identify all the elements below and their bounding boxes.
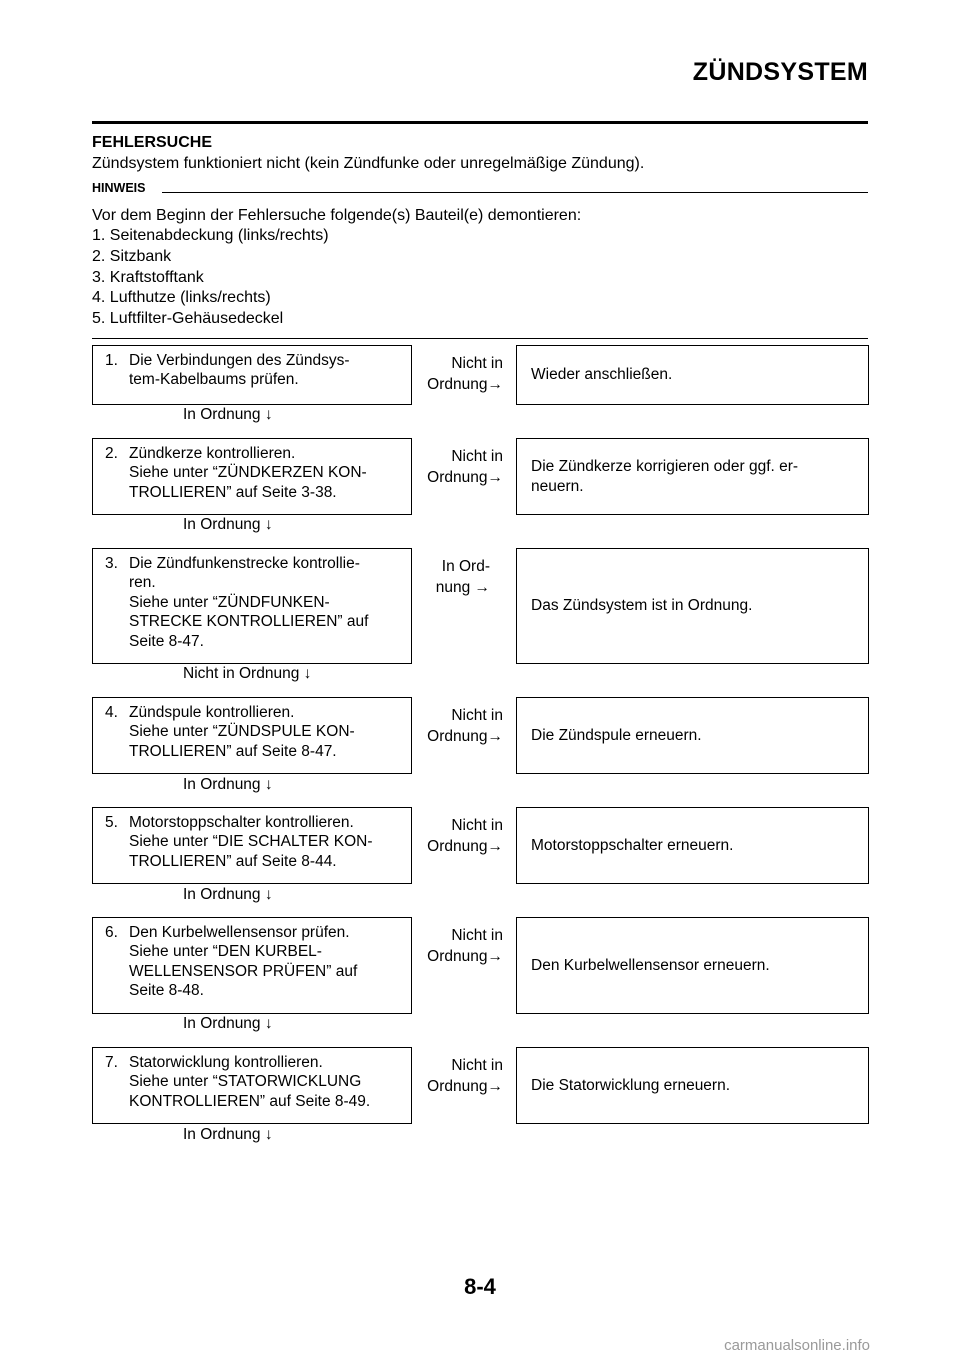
watermark: carmanualsonline.info [724, 1337, 870, 1354]
step-4-down-label: In Ordnung ↓ [183, 776, 273, 793]
step-result-text: Die Zündkerze korrigieren oder ggf. er- neuern. [531, 458, 799, 495]
step-check-text: Zündkerze kontrollieren. Siehe unter “ZÜNDKERZEN KON- TROLLIEREN” auf Seite 3-38. [129, 445, 367, 501]
step-1-down-label: In Ordnung ↓ [183, 406, 273, 423]
note-end-divider [92, 338, 868, 339]
step-4-side-label: Nicht in Ordnung→ [427, 707, 503, 745]
header-divider [92, 121, 868, 124]
step-5-side-label: Nicht in Ordnung→ [427, 817, 503, 855]
step-result-text: Das Zündsystem ist in Ordnung. [531, 597, 753, 615]
step-6-side-label: Nicht in Ordnung→ [427, 927, 503, 965]
step-result-text: Die Statorwicklung erneuern. [531, 1076, 731, 1094]
note-list-item: 1. Seitenabdeckung (links/rechts) [92, 227, 329, 244]
step-number: 7. [105, 1054, 118, 1071]
step-1-result-box [516, 345, 869, 405]
step-check-text: Motorstoppschalter kontrollieren. Siehe unter “DIE SCHALTER KON- TROLLIEREN” auf Seite 8-44. [129, 814, 373, 870]
step-number: 3. [105, 555, 118, 572]
step-3-down-label: Nicht in Ordnung ↓ [183, 665, 312, 682]
step-number: 5. [105, 814, 118, 831]
step-result-text: Den Kurbelwellensensor erneuern. [531, 956, 770, 974]
step-result-text: Motorstoppschalter erneuern. [531, 836, 734, 854]
step-3-side-label: In Ord- nung → [435, 558, 490, 596]
step-5-down-label: In Ordnung ↓ [183, 886, 273, 903]
step-5-check-box [92, 807, 412, 884]
note-list [92, 226, 329, 330]
step-number: 1. [105, 352, 118, 369]
step-4-result-box [516, 697, 869, 774]
step-number: 2. [105, 445, 118, 462]
section-title: FEHLERSUCHE [92, 134, 213, 151]
note-divider [162, 192, 868, 193]
step-7-down-label: In Ordnung ↓ [183, 1126, 273, 1143]
step-check-text: Die Verbindungen des Zündsys- tem-Kabelbaums prüfen. [129, 352, 350, 389]
step-result-text: Wieder anschließen. [531, 366, 673, 384]
step-2-side-label: Nicht in Ordnung→ [427, 448, 503, 486]
step-7-result-box [516, 1047, 869, 1124]
step-4-check-box [92, 697, 412, 774]
step-1-side-label: Nicht in Ordnung→ [427, 355, 503, 393]
step-3-result-box [516, 548, 869, 664]
note-list-item: 3. Kraftstofftank [92, 268, 204, 286]
step-number: 4. [105, 704, 118, 721]
step-7-check-box [92, 1047, 412, 1124]
note-list-item: 4. Lufthutze (links/rechts) [92, 289, 271, 307]
step-2-result-box [516, 438, 869, 515]
note-intro: Vor dem Beginn der Fehlersuche folgende(s) Bauteil(e) demontieren: [92, 207, 582, 224]
step-2-down-label: In Ordnung ↓ [183, 516, 273, 533]
step-5-result-box [516, 807, 869, 884]
step-check-text: Zündspule kontrollieren. Siehe unter “ZÜNDSPULE KON- TROLLIEREN” auf Seite 8-47. [129, 704, 355, 760]
section-description: Zündsystem funktioniert nicht (kein Zündfunke oder unregelmäßige Zündung). [92, 155, 645, 172]
page-number: 8-4 [464, 1274, 496, 1299]
step-6-check-box [92, 917, 412, 1014]
step-3-check-box [92, 548, 412, 664]
page-header-title: ZÜNDSYSTEM [692, 58, 868, 86]
note-label: HINWEIS [92, 181, 146, 195]
step-6-result-box [516, 917, 869, 1014]
note-list-item: 2. Sitzbank [92, 247, 172, 265]
step-check-text: Die Zündfunkenstrecke kontrollie- ren. Siehe unter “ZÜNDFUNKEN- STRECKE KONTROLLIEREN” auf Seite 8-47. [129, 555, 369, 650]
step-result-text: Die Zündspule erneuern. [531, 726, 702, 744]
step-2-check-box [92, 438, 412, 515]
step-check-text: Den Kurbelwellensensor prüfen. Siehe unter “DEN KURBEL- WELLENSENSOR PRÜFEN” auf Seite 8-48. [129, 924, 358, 1000]
step-6-down-label: In Ordnung ↓ [183, 1015, 273, 1032]
step-7-side-label: Nicht in Ordnung→ [427, 1057, 503, 1095]
note-list-item: 5. Luftfilter-Gehäusedeckel [92, 310, 284, 328]
step-1-check-box [92, 345, 412, 405]
step-check-text: Statorwicklung kontrollieren. Siehe unter “STATORWICKLUNG KONTROLLIEREN” auf Seite 8-49. [129, 1054, 371, 1110]
step-number: 6. [105, 924, 118, 941]
